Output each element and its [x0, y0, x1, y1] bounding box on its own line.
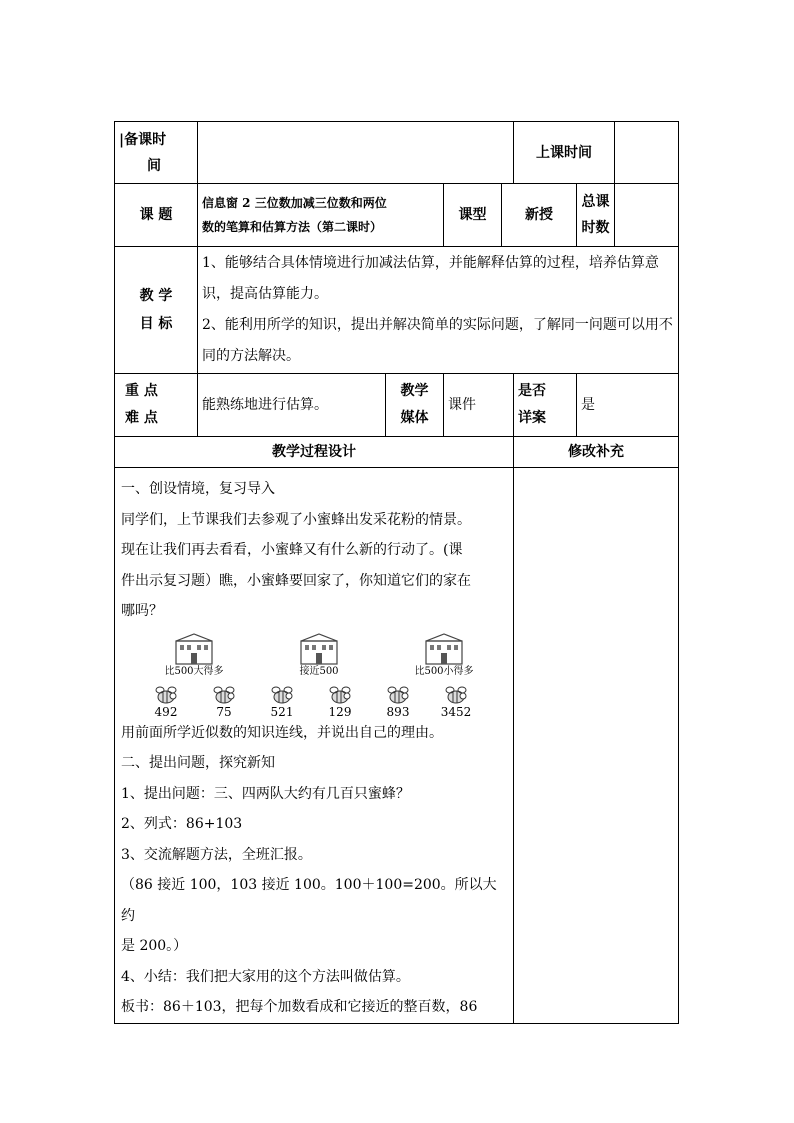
goal-2: 2、能利用所学的知识，提出并解决简单的实际问题，了解同一问题可以用不同的方法解决。 [202, 317, 673, 364]
process-p14: 板书：86＋103，把每个加数看成和它接近的整百数，86 [121, 999, 478, 1015]
house-icon [174, 633, 214, 665]
type-label: 课型 [444, 184, 502, 247]
media-value: 课件 [444, 374, 514, 437]
detail-label-2: 详案 [518, 410, 547, 426]
bee-icon [153, 684, 179, 706]
bee-icon [211, 684, 237, 706]
bee-item [373, 684, 423, 718]
prep-time-label-a: 备课时 [124, 131, 167, 148]
goals-label-2: 目 标 [139, 316, 173, 332]
class-time-label: 上课时间 [514, 122, 615, 184]
bee-icon [385, 684, 411, 706]
row-keypoints [115, 374, 679, 437]
process-p3: 现在让我们再去看看，小蜜蜂又有什么新的行动了。(课 [121, 542, 463, 558]
bee-number: 893 [386, 704, 410, 719]
bee-item [141, 684, 191, 718]
media-label-2: 媒体 [400, 410, 429, 426]
total-hours-label-1: 总课 [581, 194, 610, 210]
keypoints-label-2: 难 点 [125, 410, 158, 426]
process-p1: 一、创设情境，复习导入 [121, 481, 275, 497]
bee-icon [327, 684, 353, 706]
house-item [264, 633, 374, 678]
topic-label: 课 题 [115, 184, 198, 247]
bee-number: 75 [216, 704, 232, 719]
row-section-headers [115, 437, 679, 468]
row-process [115, 468, 679, 1024]
process-p10: 3、交流解题方法，全班汇报。 [121, 846, 312, 863]
process-content [115, 468, 514, 1024]
house-icon [299, 633, 339, 665]
type-value: 新授 [502, 184, 577, 247]
bee-icon [269, 684, 295, 706]
process-p4: 件出示复习题）瞧，小蜜蜂要回家了，你知道它们的家在 [121, 572, 471, 589]
row-prep-time [115, 122, 679, 184]
keypoints-value: 能熟练地进行估算。 [198, 374, 386, 437]
process-p6: 用前面所学近似数的知识连线，并说出自己的理由。 [121, 724, 443, 741]
bee-number: 492 [154, 704, 178, 719]
bee-item [257, 684, 307, 718]
detail-label-1: 是否 [518, 383, 547, 399]
bee-number: 521 [270, 704, 294, 719]
house-label: 比500小得多 [414, 665, 474, 677]
house-label: 接近500 [299, 665, 339, 677]
bee-item [199, 684, 249, 718]
house-item [389, 633, 499, 678]
goals-label-1: 教 学 [139, 288, 173, 304]
total-hours-value [615, 184, 679, 247]
detail-value: 是 [577, 374, 679, 437]
prep-time-value [198, 122, 514, 184]
process-p12: 是 200。） [121, 938, 188, 954]
process-p11: （86 接近 100，103 接近 100。100＋100=200。所以大约 [121, 877, 497, 924]
house-label: 比500大得多 [164, 665, 224, 677]
house-icon [424, 633, 464, 665]
topic-line-2: 数的笔算和估算方法（第二课时） [202, 220, 383, 234]
process-p8: 1、提出问题：三、四两队大约有几百只蜜蜂？ [121, 785, 410, 802]
prep-time-label-b: 间 [147, 157, 161, 174]
bee-number: 129 [328, 704, 352, 719]
cell-marker: | [119, 131, 125, 148]
total-hours-label-2: 时数 [581, 220, 610, 236]
bee-icon [443, 684, 469, 706]
house-figure-row [139, 633, 499, 678]
keypoints-label-1: 重 点 [125, 383, 158, 399]
topic-line-1: 信息窗 2 三位数加减三位数和两位 [202, 196, 387, 210]
process-header: 教学过程设计 [115, 437, 514, 468]
process-p5: 哪吗？ [121, 603, 163, 619]
house-item [139, 633, 249, 678]
bee-figure-row [141, 684, 481, 718]
bee-item [315, 684, 365, 718]
revise-header: 修改补充 [514, 437, 679, 468]
process-p7: 二、提出问题，探究新知 [121, 755, 275, 771]
class-time-value [615, 122, 679, 184]
bee-item [431, 684, 481, 718]
goal-1: 1、能够结合具体情境进行加减法估算，并能解释估算的过程，培养估算意识，提高估算能力。 [202, 255, 659, 302]
process-p13: 4、小结：我们把大家用的这个方法叫做估算。 [121, 968, 410, 985]
bee-number: 3452 [440, 704, 472, 719]
row-topic [115, 184, 679, 247]
process-p9: 2、列式：86+103 [121, 816, 243, 832]
lesson-plan-table [114, 121, 679, 1024]
media-label-1: 教学 [400, 383, 429, 399]
process-p2: 同学们，上节课我们去参观了小蜜蜂出发采花粉的情景。 [121, 511, 471, 528]
row-goals [115, 247, 679, 374]
revise-content [514, 468, 679, 1024]
